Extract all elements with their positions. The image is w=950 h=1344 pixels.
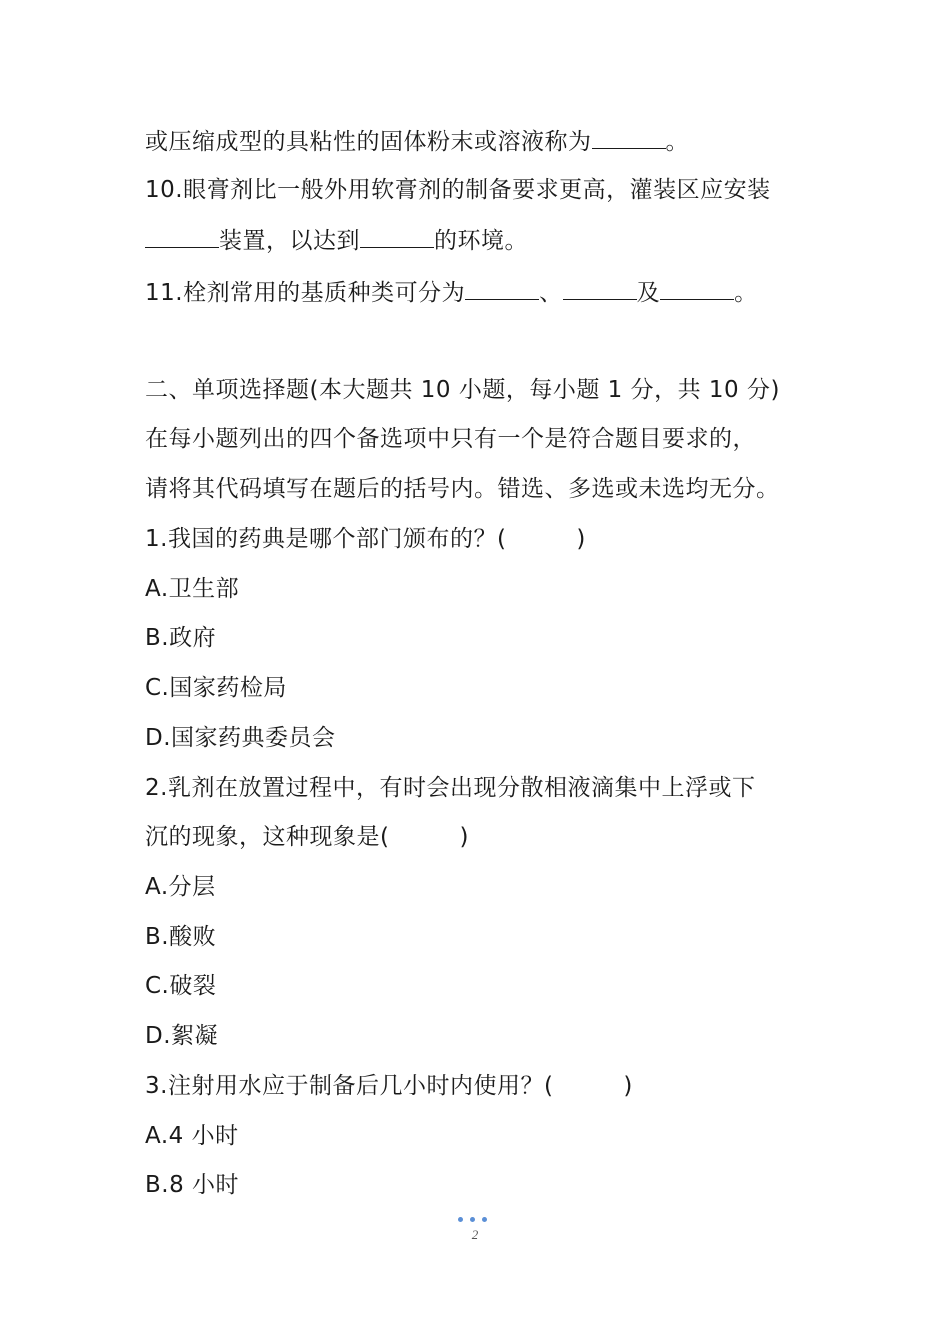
option-b: B.政府 [145,625,217,651]
q11-text: 11.栓剂常用的基质种类可分为 [145,280,466,306]
close-paren: ) [623,1073,633,1099]
close-paren: ) [459,824,469,850]
option-d: D.国家药典委员会 [145,725,336,751]
question-3-stem [145,1071,633,1101]
q11-end: 。 [734,280,758,306]
q9-end: 。 [665,129,689,155]
option-a: A.分层 [145,874,216,900]
footer-dots-icon [458,1217,487,1222]
page-number: 2 [471,1227,479,1242]
question-text: 1.我国的药典是哪个部门颁布的？( [145,526,507,552]
question-2-stem-line2 [145,822,469,852]
close-paren: ) [576,526,586,552]
q11-sep1: 、 [539,280,563,306]
answer-blank [465,277,539,300]
question-text: 沉的现象，这种现象是( [145,824,390,850]
section-heading: 二、单项选择题(本大题共 10 小题，每小题 1 分，共 10 分) [145,377,780,403]
answer-blank [660,277,734,300]
option-c: C.国家药检局 [145,675,287,701]
q10-end: 的环境。 [434,228,528,254]
dot [482,1217,487,1222]
q10-text: 10.眼膏剂比一般外用软膏剂的制备要求更高，灌装区应安装 [145,177,771,203]
option-d: D.絮凝 [145,1023,219,1049]
fill-in-q10-line2 [145,225,528,256]
answer-blank [145,225,219,248]
section-instruction-line2: 请将其代码填写在题后的括号内。错选、多选或未选均无分。 [145,476,780,502]
option-a: A.4 小时 [145,1123,239,1149]
option-b: B.8 小时 [145,1172,240,1198]
dot [470,1217,475,1222]
fill-in-q9-tail [145,126,689,157]
answer-blank [360,225,434,248]
answer-blank [592,126,666,149]
option-a: A.卫生部 [145,576,240,602]
question-text: 3.注射用水应于制备后几小时内使用？( [145,1073,554,1099]
option-c: C.破裂 [145,973,217,999]
q10-mid: 装置，以达到 [219,228,360,254]
option-b: B.酸败 [145,924,217,950]
answer-blank [563,277,637,300]
fill-in-q11 [145,277,758,308]
q11-sep2: 及 [636,280,661,306]
question-1-stem [145,524,586,554]
fill-in-q10-line1 [145,175,771,205]
q9-text: 或压缩成型的具粘性的固体粉末或溶液称为 [145,129,592,155]
section-instruction-line1: 在每小题列出的四个备选项中只有一个是符合题目要求的， [145,426,756,452]
question-2-stem-line1: 2.乳剂在放置过程中，有时会出现分散相液滴集中上浮或下 [145,775,756,801]
dot [458,1217,463,1222]
